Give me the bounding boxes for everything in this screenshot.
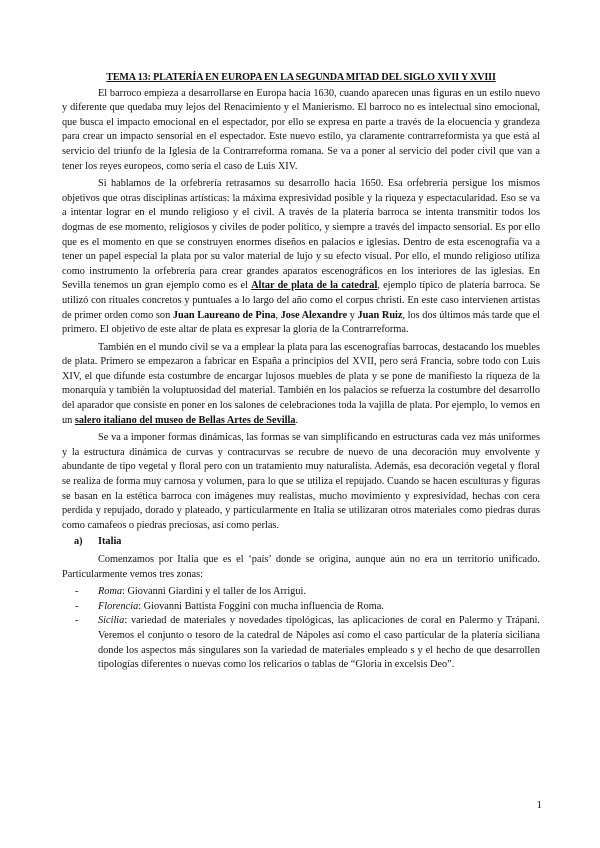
artist-name: Jose Alexandre	[280, 309, 348, 321]
zone-description: : Giovanni Battista Foggini con mucha influencia de Roma.	[138, 600, 384, 612]
paragraph-formas-dinamicas: Se va a imponer formas dinámicas, las formas se van simplificando en estructuras cada vez más uniformes y la estructura dinámica de curvas y contracurvas se recubre de nuevo de una decoración muy envolvente y abundante de tipo vegetal y floral pero con un tratamiento muy naturalista. Además, esa decoración vegetal y floral se realiza de forma muy carnosa y volumen, para lo que se utiliza el repujado. Cuando se hacen esculturas y figuras se basan en la estética barroca con imágenes muy realistas, mucho movimiento y expresividad, hechas con cera perdida y repujado, dorado y plateado, y particularmente en Italia se utilizaran otros materiales como piedras duras como camafeos o piedras preciosas, así como perlas.	[62, 432, 540, 531]
list-dash: -	[75, 615, 79, 627]
zone-name: Florencia	[98, 600, 139, 612]
list-dash: -	[75, 586, 79, 598]
list-item-text	[98, 600, 540, 615]
document-title: TEMA 13: PLATERÍA EN EUROPA EN LA SEGUNDA MITAD DEL SIGLO XVII Y XVIII	[106, 72, 496, 83]
section-heading-italia	[62, 535, 540, 550]
artist-name: Juan Ruiz	[357, 309, 403, 321]
zone-description: : variedad de materiales y novedades tipológicas, las aplicaciones de coral en Palermo y Trápani. Veremos el conjunto o tesoro de la catedral de Nápoles así como el caso particular de la platería siciliana donde los aspectos más singulares son la variedad de materiales empleado s y el hecho de que desarrollen tipologías diferentes o nuevas como los relicarios o tablas de “Gloria in excelsis Deo”.	[98, 615, 540, 671]
paragraph-text: , los dos últimos más tarde que el primero. El objetivo de este altar de plata es expresar la gloria de la Contrarreforma.	[62, 309, 540, 336]
zone-name: Roma	[98, 586, 123, 598]
paragraph-orfebreria	[62, 177, 540, 338]
list-dash: -	[75, 600, 79, 612]
paragraph-intro-baroque: El barroco empieza a desarrollarse en Europa hacia 1630, cuando aparecen unas figuras en un estilo nuevo y diferente que quedaba muy lejos del Renacimiento y el Manierismo. El barroco no es intelectual sino emocional, que busca el impacto emocional en el espectador, por ello se expresa en parte a través de la elocuencia y grandeza para crear un impacto sensorial en el espectador. Este nuevo estilo, ya claramente contrarreformista ya que está al servicio del triunfo de la Iglesia de la Contrarreforma romana. Se va a poner al servicio del poder civil que van a tener los reyes europeos, como sería el caso de Luis XIV.	[62, 87, 540, 172]
section-title: Italia	[98, 536, 122, 548]
separator-text: ,	[275, 309, 281, 321]
zone-description: : Giovanni Giardini y el taller de los Arrigui.	[122, 586, 306, 598]
list-item	[62, 614, 540, 672]
artist-name: Juan Laureano de Pina	[172, 309, 276, 321]
salero-highlight: salero italiano del museo de Bellas Artes de Sevilla	[74, 414, 296, 426]
zones-list	[62, 585, 540, 673]
paragraph-mundo-civil	[62, 341, 540, 429]
list-item	[62, 585, 540, 600]
paragraph-text: , ejemplo típico de platería barroca. Se utilizó con rituales concretos y puntuales a lo largo del año como el corpus christi. En este caso intervienen artistas de primer orden como son	[62, 280, 541, 321]
list-item-text	[98, 614, 540, 672]
paragraph-text: .	[295, 414, 299, 426]
paragraph-italia-intro: Comenzamos por Italia que es el ‘país’ donde se origina, aunque aún no era un territorio unificado. Particularmente vemos tres zonas:	[62, 554, 540, 580]
page-number: 1	[536, 799, 542, 811]
paragraph-text: También en el mundo civil se va a emplear la plata para las escenografías barrocas, destacando los muebles de plata. Primero se empezaron a fabricar en España a principios del XVII, pero será Francia, sobre todo con Luis XIV, el que difunde esta costumbre de encargar lujosos muebles de plata y se pone de manifiesto la riqueza de la monarquía y también la voluptuosidad del material. También en los palacios se refuerza la costumbre del desarrollo del aparador que consiste en poner en los salones de celebraciones toda la vajilla de plata. Por ejemplo, lo vemos en un	[62, 341, 540, 426]
list-item	[62, 600, 540, 615]
zone-name: Sicilia	[98, 615, 125, 627]
document-body	[62, 71, 540, 673]
list-item-text	[98, 585, 540, 600]
separator-text: y	[347, 309, 358, 321]
paragraph-text: Si hablamos de la orfebrería retrasamos su desarrollo hacia 1650. Esa orfebrería persigue los mismos objetivos que otras disciplinas artísticas: la máxima expresividad posible y la riqueza y espectacularidad. Eso se va a intentar lograr en el mundo religioso y el civil. A través de la platería barroca se intenta transmitir todos los dogmas de ese momento, religiosos y civiles de poder político, y siempre a través del impacto sensorial. Es por ello que es el momento en que se construyen enormes diseños en palacios e iglesias. Dentro de esta escenografía va a tener un papel especial la plata por su valor material de lujo y su efecto visual. Por ello, el mundo religioso utiliza como instrumento la orfebrería para crear grandes aparatos escenográficos en los interiores de las iglesias. En Sevilla tenemos un gran ejemplo como es el	[62, 178, 540, 292]
section-letter: a)	[74, 536, 83, 548]
altar-de-plata-highlight: Altar de plata de la catedral	[251, 280, 378, 292]
